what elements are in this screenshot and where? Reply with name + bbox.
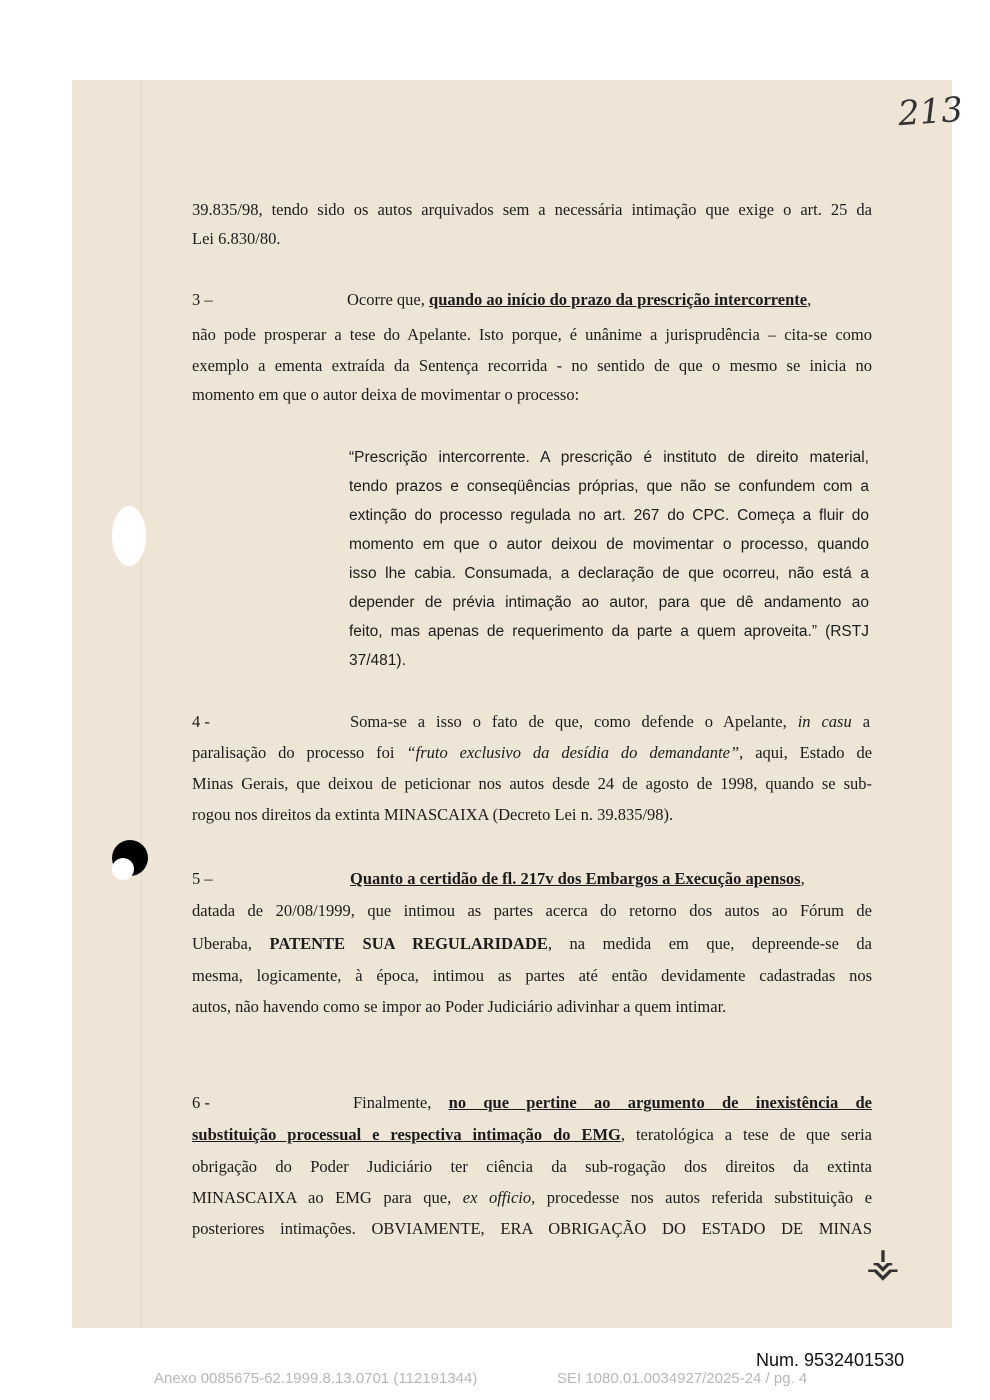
- section-5-bold: Quanto a certidão de fl. 217v dos Embargos a Execução apensos: [350, 869, 801, 888]
- quote-line: extinção do processo regulada no art. 267 do CPC. Começa a fluir do: [349, 507, 869, 524]
- text-run: paralisação do processo foi: [192, 743, 395, 762]
- punch-hole-bottom-white: [112, 858, 134, 880]
- footer-sei: SEI 1080.01.0034927/2025-24 / pg. 4: [557, 1370, 808, 1387]
- section-3-bold: quando ao início do prazo da prescrição intercorrente: [429, 290, 808, 309]
- section-6-line: [192, 1188, 872, 1208]
- paragraph-line: obrigação do Poder Judiciário ter ciência da sub-rogação dos direitos da extinta: [192, 1157, 872, 1176]
- section-3-lead: Ocorre que,: [347, 290, 425, 309]
- text-run: procedesse nos autos referida substituição e: [546, 1188, 873, 1207]
- paragraph-line: Minas Gerais, que deixou de peticionar nos autos desde 24 de agosto de 1998, quando se sub-: [192, 774, 872, 793]
- section-4-line: [192, 743, 872, 763]
- paragraph-line: momento em que o autor deixa de movimentar o processo:: [192, 385, 580, 404]
- text-run: Soma-se a isso o fato de que, como defende o Apelante,: [350, 712, 787, 731]
- text-run: aqui, Estado de: [755, 743, 873, 762]
- section-4-line: [350, 712, 870, 732]
- text-run: MINASCAIXA ao EMG para que,: [192, 1188, 452, 1207]
- quote-line: feito, mas apenas de requerimento da parte a quem aproveita.” (RSTJ: [349, 623, 869, 640]
- paragraph-line: 39.835/98, tendo sido os autos arquivados sem a necessária intimação que exige o art. 25 da: [192, 200, 872, 219]
- margin-line: [141, 80, 142, 1328]
- handwritten-page-number: 213: [896, 89, 965, 135]
- section-5-line: [192, 934, 872, 954]
- paragraph-line: datada de 20/08/1999, que intimou as partes acerca do retorno dos autos ao Fórum de: [192, 901, 872, 920]
- section-6-line: [192, 1125, 872, 1145]
- section-5-heading-line: [350, 869, 872, 889]
- italic-run: “fruto exclusivo da desídia do demandante”,: [406, 743, 744, 762]
- bold-run: PATENTE SUA REGULARIDADE: [269, 934, 548, 953]
- quote-line: “Prescrição intercorrente. A prescrição é instituto de direito material,: [349, 449, 869, 466]
- quote-line: depender de prévia intimação ao autor, para que dê andamento ao: [349, 594, 869, 611]
- paragraph-line: rogou nos direitos da extinta MINASCAIXA (Decreto Lei n. 39.835/98).: [192, 805, 674, 824]
- paragraph-line: Lei 6.830/80.: [192, 229, 281, 248]
- punch-hole-top: [112, 506, 146, 566]
- text-run: Uberaba,: [192, 934, 253, 953]
- document-number: Num. 9532401530: [756, 1350, 905, 1370]
- section-6-bold: no que pertine ao argumento de inexistência de: [448, 1093, 873, 1112]
- text-run: , na medida em que, depreende-se da: [547, 934, 873, 953]
- section-number: 4 -: [192, 712, 210, 731]
- paragraph-line: posteriores intimações. OBVIAMENTE, ERA OBRIGAÇÃO DO ESTADO DE MINAS: [192, 1219, 872, 1238]
- footer-anexo: Anexo 0085675-62.1999.8.13.0701 (112191344): [154, 1370, 478, 1387]
- section-number: 5 –: [192, 869, 213, 888]
- section-6-heading-line: [353, 1093, 872, 1113]
- paragraph-line: exemplo a ementa extraída da Sentença recorrida - no sentido de que o mesmo se inicia no: [192, 356, 872, 375]
- quote-line: isso lhe cabia. Consumada, a declaração de que ocorreu, não está a: [349, 565, 869, 582]
- section-6-bold: substituição processual e respectiva intimação do EMG: [192, 1125, 621, 1144]
- section-3-comma: ,: [807, 290, 812, 309]
- section-number: 6 -: [192, 1093, 210, 1112]
- handwritten-initials: ⚶: [866, 1240, 900, 1286]
- text-run: a: [862, 712, 871, 731]
- paragraph-line: não pode prosperar a tese do Apelante. Isto porque, é unânime a jurisprudência – cita-se como: [192, 325, 872, 344]
- section-number: 3 –: [192, 290, 213, 309]
- italic-run: in casu: [797, 712, 852, 731]
- quote-line: tendo prazos e conseqüências próprias, que não se confundem com a: [349, 478, 869, 495]
- paragraph-line: mesma, logicamente, à época, intimou as partes até então devidamente cadastradas nos: [192, 966, 872, 985]
- paragraph-line: autos, não havendo como se impor ao Poder Judiciário adivinhar a quem intimar.: [192, 997, 727, 1016]
- text-run: , teratológica a tese de que seria: [620, 1125, 872, 1144]
- italic-run: ex officio,: [462, 1188, 536, 1207]
- section-3-heading-line: [347, 290, 872, 310]
- quote-line: momento em que o autor deixou de movimentar o processo, quando: [349, 536, 869, 553]
- section-6-lead: Finalmente,: [353, 1093, 432, 1112]
- section-5-comma: ,: [800, 869, 805, 888]
- quote-line: 37/481).: [349, 652, 406, 669]
